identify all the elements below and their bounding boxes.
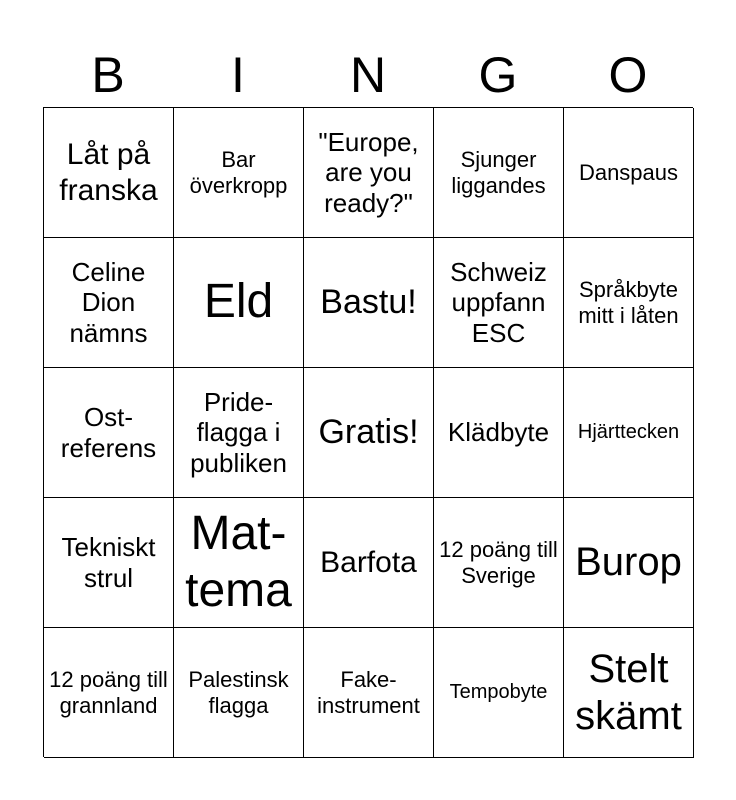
bingo-header [43, 42, 693, 108]
bingo-cell[interactable] [44, 238, 174, 368]
bingo-cell[interactable] [174, 108, 304, 238]
cell-text: Mat-tema [185, 507, 292, 617]
bingo-cell[interactable] [304, 368, 434, 498]
cell-text: Hjärttecken [577, 420, 680, 443]
cell-text: Låt på franska [59, 138, 158, 207]
cell-text: 12 poäng till grannland [49, 666, 168, 718]
cell-text: Eld [203, 275, 274, 329]
bingo-cell[interactable] [304, 628, 434, 758]
bingo-cell[interactable] [564, 108, 694, 238]
bingo-cell[interactable] [434, 628, 564, 758]
bingo-cell[interactable] [564, 498, 694, 628]
bingo-cell[interactable] [564, 368, 694, 498]
bingo-cell[interactable] [44, 368, 174, 498]
bingo-cell[interactable] [304, 498, 434, 628]
cell-text: Palestinsk flagga [188, 666, 289, 718]
header-letter-i: I [231, 47, 245, 103]
bingo-cell[interactable] [174, 628, 304, 758]
cell-text: Barfota [320, 545, 417, 579]
cell-text: Gratis! [318, 412, 419, 451]
bingo-cell[interactable] [564, 238, 694, 368]
cell-text: Ost-referens [60, 402, 157, 463]
cell-text: 12 poäng till Sverige [439, 536, 558, 588]
bingo-cell[interactable] [174, 498, 304, 628]
bingo-cell[interactable] [174, 368, 304, 498]
bingo-cell[interactable] [44, 628, 174, 758]
cell-text: Celine Dion nämns [69, 256, 148, 348]
cell-text: Stelt skämt [575, 646, 682, 738]
cell-text: Schweiz uppfann ESC [450, 256, 547, 348]
cell-text: "Europe, are you ready?" [318, 126, 419, 218]
bingo-cell[interactable] [434, 368, 564, 498]
cell-text: Pride-flagga i publiken [190, 386, 287, 478]
cell-text: Bar överkropp [189, 146, 288, 198]
header-letter-n: N [349, 47, 387, 103]
bingo-cell[interactable] [434, 238, 564, 368]
cell-text: Burop [575, 540, 682, 585]
cell-text: Klädbyte [447, 417, 550, 448]
bingo-cell[interactable] [174, 238, 304, 368]
header-letter-o: O [608, 47, 648, 103]
bingo-cell[interactable] [564, 628, 694, 758]
header-letter-g: G [478, 47, 518, 103]
bingo-cell[interactable] [44, 108, 174, 238]
cell-text: Tekniskt strul [61, 532, 156, 593]
header-letter-b: B [91, 47, 125, 103]
cell-text: Bastu! [320, 282, 417, 321]
cell-text: Danspaus [578, 159, 679, 185]
bingo-cell[interactable] [44, 498, 174, 628]
cell-text: Språkbyte mitt i låten [578, 276, 679, 328]
bingo-grid [43, 107, 693, 757]
bingo-cell[interactable] [434, 108, 564, 238]
bingo-cell[interactable] [304, 238, 434, 368]
bingo-cell[interactable] [304, 108, 434, 238]
cell-text: Sjunger liggandes [451, 146, 546, 198]
cell-text: Tempobyte [449, 680, 548, 703]
cell-text: Fake-instrument [317, 666, 420, 718]
bingo-cell[interactable] [434, 498, 564, 628]
